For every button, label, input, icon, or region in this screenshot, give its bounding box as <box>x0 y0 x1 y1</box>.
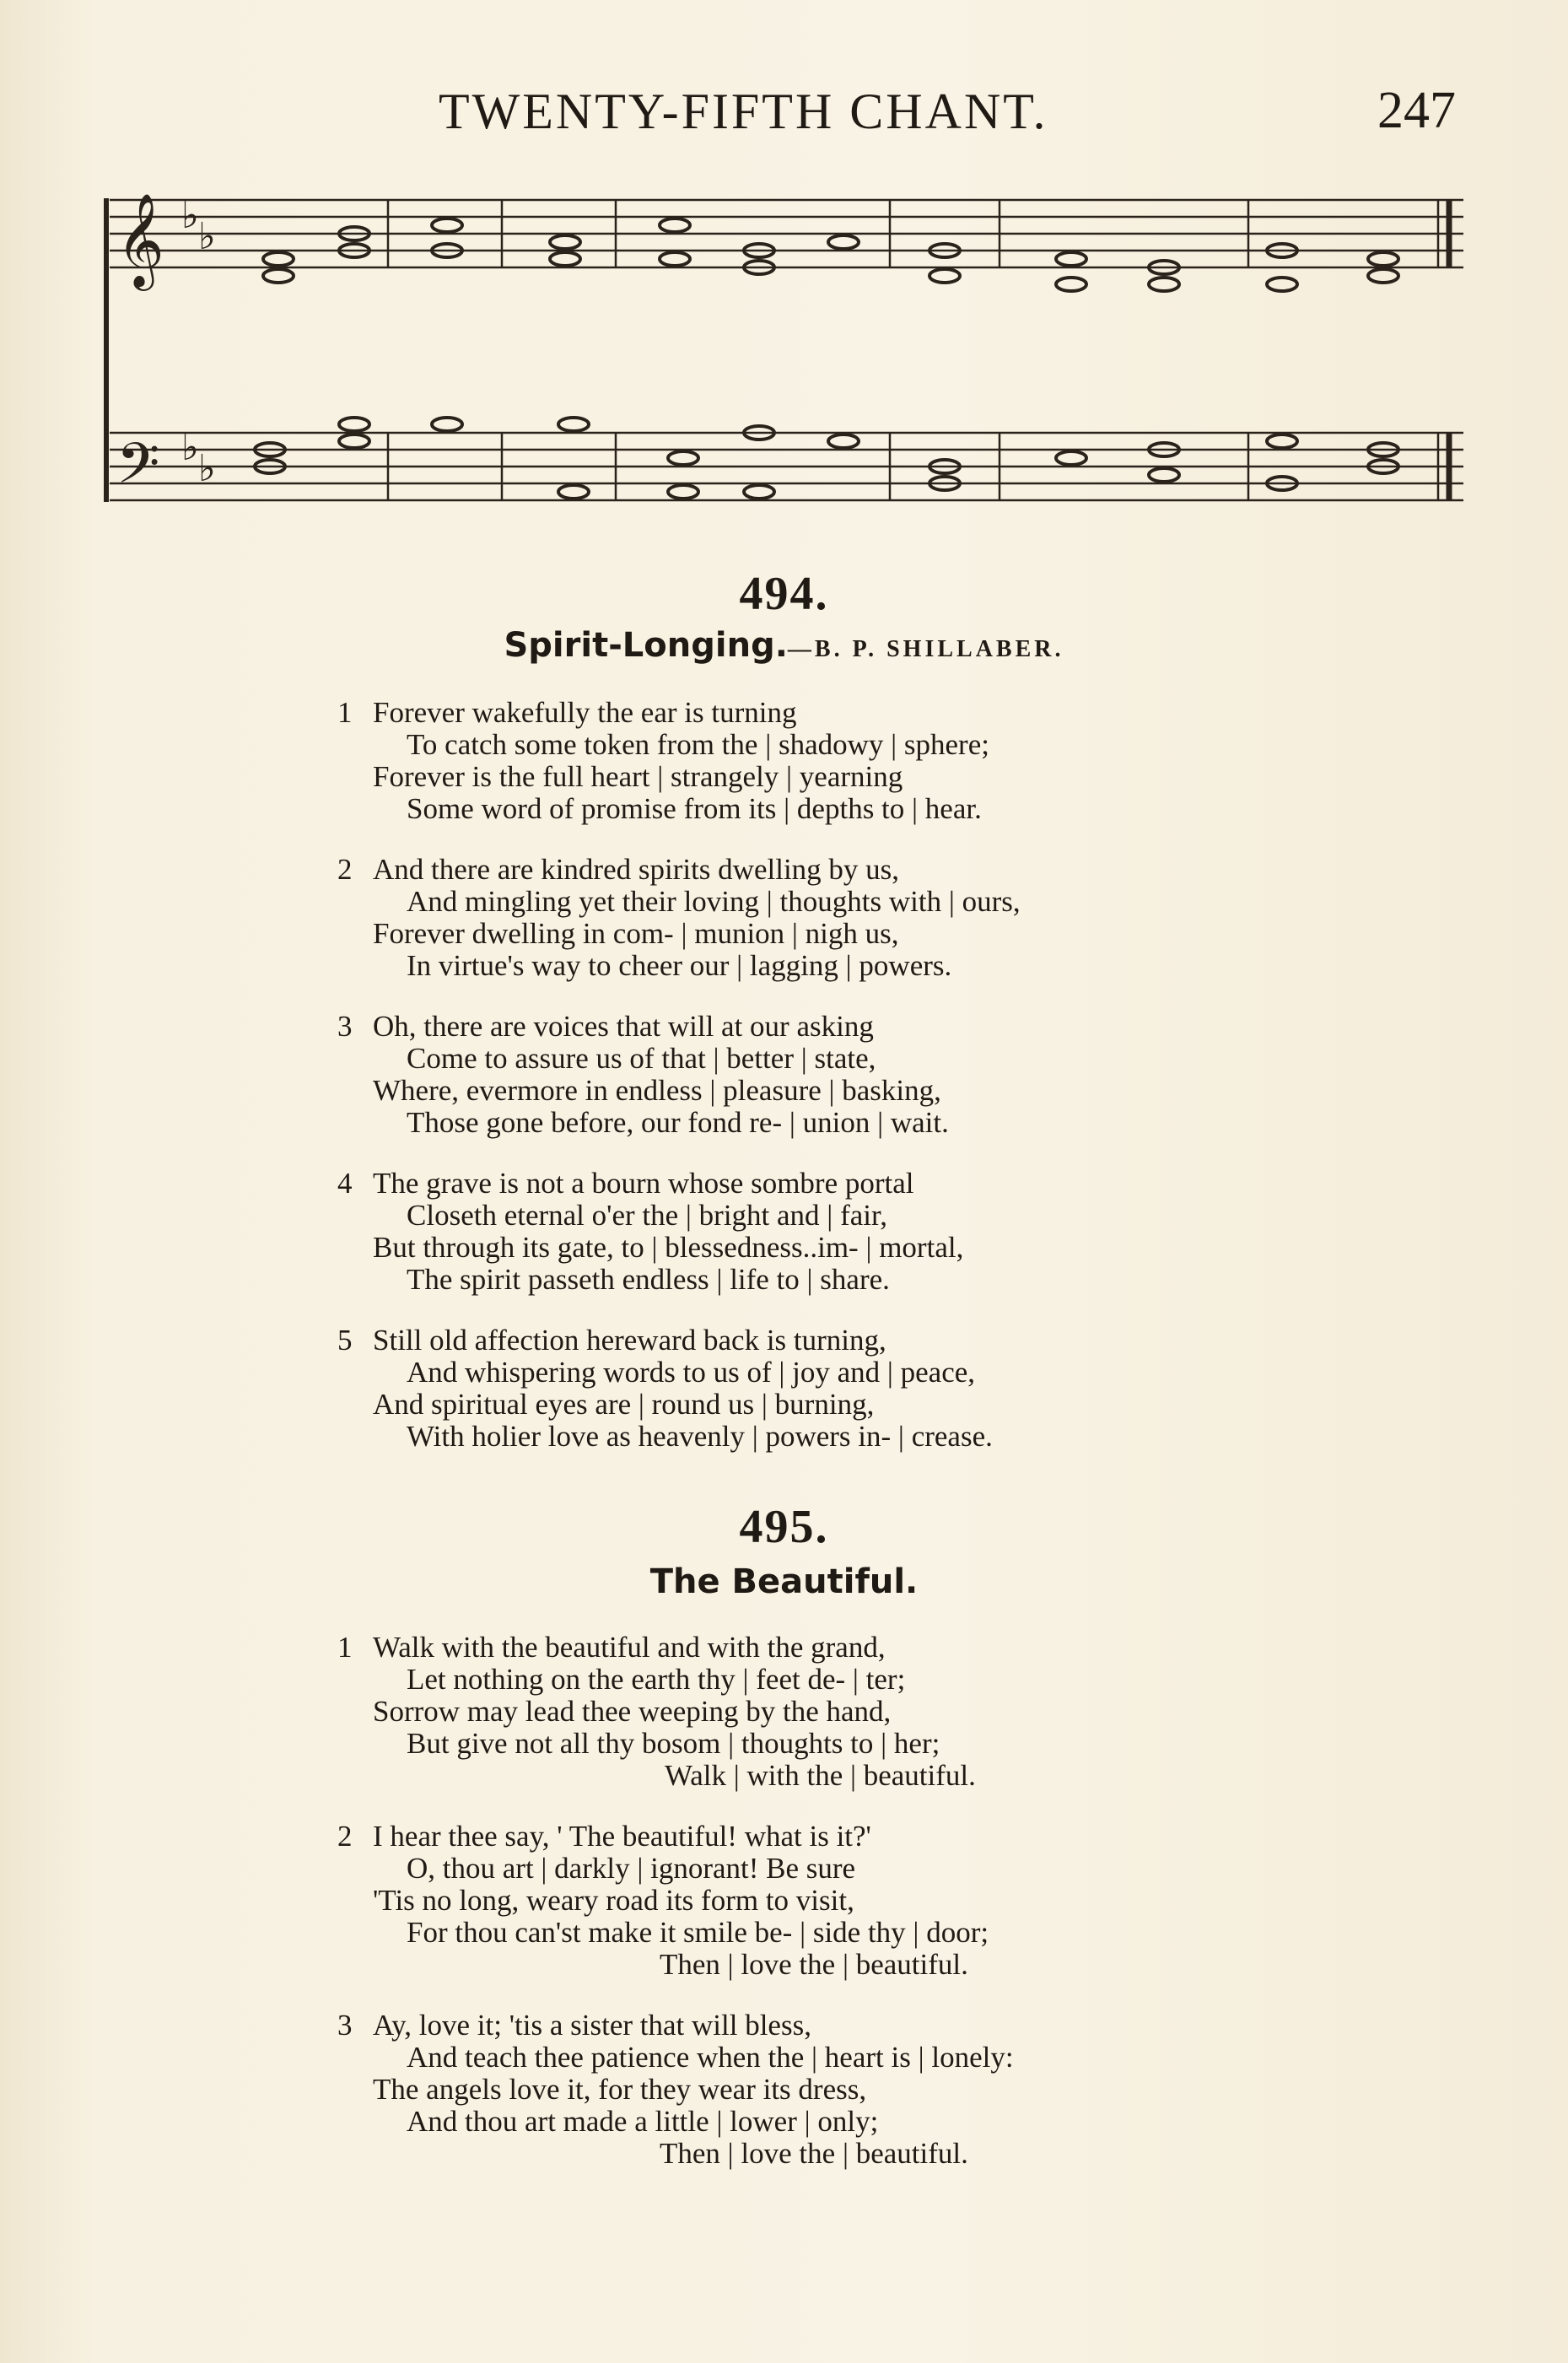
stanza <box>337 854 1501 982</box>
hymn-number: 494. <box>739 568 829 620</box>
verse-line: For thou can'st make it smile be- | side thy | door; <box>407 1916 989 1949</box>
stanza <box>337 697 1501 825</box>
verse-line: Then | love the | beautiful. <box>660 1948 968 1981</box>
hymn-author: —B. P. SHILLABER. <box>787 636 1064 662</box>
verse-line: Ay, love it; 'tis a sister that will bless, <box>373 2009 811 2042</box>
verse-line: O, thou art | darkly | ignorant! Be sure <box>407 1852 856 1885</box>
hymn-title <box>0 626 1568 665</box>
verse-line: And mingling yet their loving | thoughts with | ours, <box>407 885 1021 918</box>
music-score <box>101 190 1468 519</box>
svg-text:♭: ♭ <box>198 447 216 490</box>
stanza <box>337 1324 1501 1453</box>
stanza <box>337 1821 1501 1981</box>
stanza-number: 2 <box>337 853 353 886</box>
stanza-number: 5 <box>337 1324 353 1357</box>
svg-text:♭: ♭ <box>181 194 199 237</box>
svg-text:𝄞: 𝄞 <box>116 192 164 287</box>
verse-line: And thou art made a little | lower | only; <box>407 2105 879 2138</box>
hymn-title-text: The Beautiful. <box>649 1562 919 1601</box>
verse-line: But give not all thy bosom | thoughts to | her; <box>407 1727 940 1760</box>
svg-text:♭: ♭ <box>181 426 199 469</box>
verse-line: Forever wakefully the ear is turning <box>373 696 797 729</box>
hymn-number: 495. <box>739 1501 829 1553</box>
verse-line: The grave is not a bourn whose sombre portal <box>373 1167 914 1200</box>
verse-line: To catch some token from the | shadowy | sphere; <box>407 728 989 761</box>
verse-line: Come to assure us of that | better | state, <box>407 1042 876 1075</box>
stanza <box>337 2010 1501 2170</box>
verse-line: Still old affection hereward back is turning, <box>373 1324 886 1357</box>
verse-line: And spiritual eyes are | round us | burning, <box>373 1388 875 1421</box>
verse-line: The spirit passeth endless | life to | share. <box>407 1263 890 1296</box>
verse-line: But through its gate, to | blessedness..im- | mortal, <box>373 1231 964 1264</box>
verse-line: Let nothing on the earth thy | feet de- | ter; <box>407 1663 906 1696</box>
verse-line: I hear thee say, ' The beautiful! what is it?' <box>373 1820 871 1853</box>
verse-line: Walk | with the | beautiful. <box>665 1759 976 1792</box>
verse-line: Then | love the | beautiful. <box>660 2137 968 2170</box>
verse-line: With holier love as heavenly | powers in- | crease. <box>407 1420 993 1453</box>
svg-text:♭: ♭ <box>198 215 216 258</box>
running-title: TWENTY-FIFTH CHANT. <box>439 84 1048 139</box>
hymn-title-text: Spirit-Longing. <box>504 626 788 665</box>
verse-line: 'Tis no long, weary road its form to visit, <box>373 1884 854 1917</box>
verse-line: Forever dwelling in com- | munion | nigh us, <box>373 917 899 950</box>
verse-line: The angels love it, for they wear its dress, <box>373 2073 867 2106</box>
stanza-number: 3 <box>337 1010 353 1043</box>
verse-line: In virtue's way to cheer our | lagging | powers. <box>407 949 952 982</box>
stanza-number: 3 <box>337 2009 353 2042</box>
stanza-number: 1 <box>337 1631 353 1664</box>
verse-line: Where, evermore in endless | pleasure | basking, <box>373 1074 941 1107</box>
verse-line: Closeth eternal o'er the | bright and | fair, <box>407 1199 887 1232</box>
hymn-title <box>0 1562 1568 1601</box>
stanza-number: 1 <box>337 696 353 729</box>
stanza <box>337 1011 1501 1139</box>
verse-line: And there are kindred spirits dwelling by us, <box>373 853 900 886</box>
verse-line: Oh, there are voices that will at our asking <box>373 1010 874 1043</box>
verse-line: Sorrow may lead thee weeping by the hand, <box>373 1695 892 1728</box>
stanza-number: 2 <box>337 1820 353 1853</box>
verse-line: Those gone before, our fond re- | union | wait. <box>407 1106 949 1139</box>
verse-line: Walk with the beautiful and with the grand, <box>373 1631 886 1664</box>
stanza <box>337 1632 1501 1792</box>
svg-text:𝄢: 𝄢 <box>116 431 160 510</box>
verse-line: And teach thee patience when the | heart is | lonely: <box>407 2041 1014 2074</box>
stanza <box>337 1168 1501 1296</box>
verse-line: Forever is the full heart | strangely | yearning <box>373 760 903 793</box>
verse-line: And whispering words to us of | joy and | peace, <box>407 1356 976 1389</box>
verse-line: Some word of promise from its | depths to | hear. <box>407 792 982 825</box>
page-number: 247 <box>1377 82 1456 139</box>
stanza-number: 4 <box>337 1167 353 1200</box>
